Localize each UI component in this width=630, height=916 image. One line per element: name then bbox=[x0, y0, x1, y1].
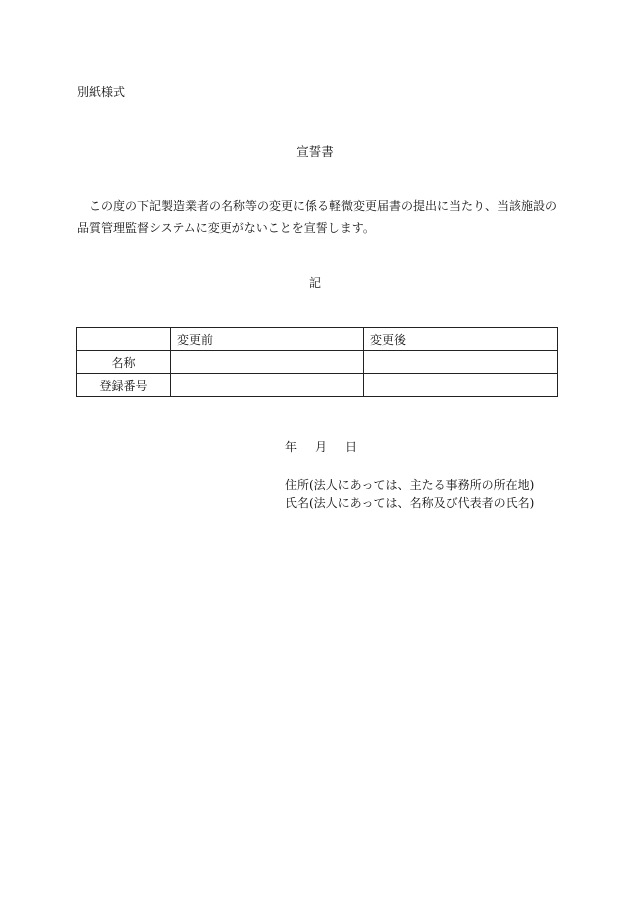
declaration-text: この度の下記製造業者の名称等の変更に係る軽微変更届書の提出に当たり、当該施設の品質管理監督システムに変更がないことを宣誓します。 bbox=[77, 199, 558, 235]
table-row bbox=[77, 351, 558, 374]
form-label: 別紙様式 bbox=[77, 85, 126, 99]
table-header-before: 変更前 bbox=[171, 328, 364, 351]
table-header-after: 変更後 bbox=[364, 328, 558, 351]
cell-registration-before bbox=[171, 374, 364, 397]
date-month: 月 bbox=[315, 440, 328, 454]
table-row bbox=[77, 374, 558, 397]
cell-name-before bbox=[171, 351, 364, 374]
address-line: 住所(法人にあっては、主たる事務所の所在地) bbox=[285, 478, 535, 492]
change-table bbox=[76, 327, 558, 397]
row-label-registration-number: 登録番号 bbox=[77, 374, 171, 397]
cell-registration-after bbox=[364, 374, 558, 397]
date-day: 日 bbox=[345, 440, 358, 454]
document-title: 宣誓書 bbox=[296, 144, 334, 159]
date-year: 年 bbox=[285, 440, 298, 454]
date-line bbox=[285, 438, 375, 455]
table-header-row bbox=[77, 328, 558, 351]
ki-heading: 記 bbox=[308, 276, 321, 290]
name-line: 氏名(法人にあっては、名称及び代表者の氏名) bbox=[285, 496, 535, 510]
row-label-name: 名称 bbox=[77, 351, 171, 374]
cell-name-after bbox=[364, 351, 558, 374]
table-header-empty bbox=[77, 328, 171, 351]
